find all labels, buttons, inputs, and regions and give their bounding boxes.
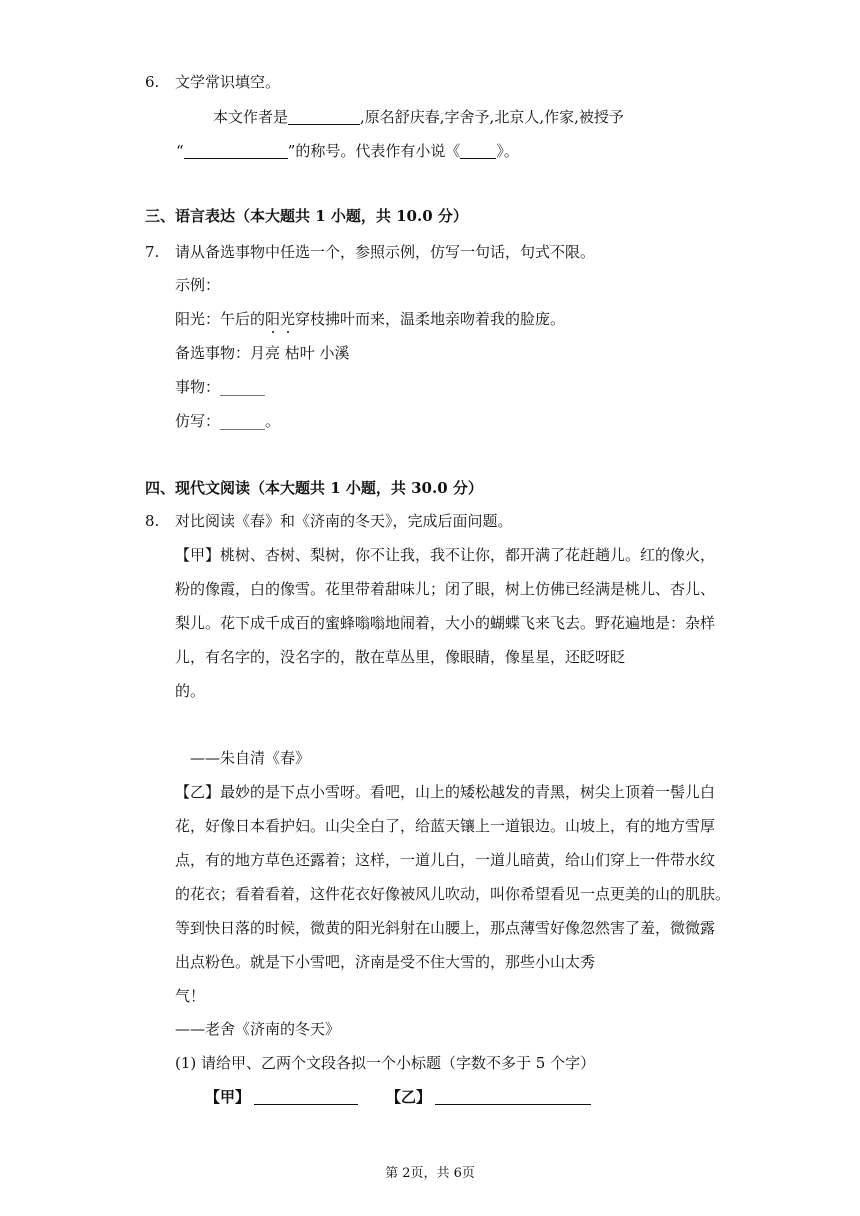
- passage-jia-source: ——朱自清《春》: [190, 749, 311, 767]
- question-number: 6.: [145, 73, 160, 91]
- page-footer: 第 2页，共 6页: [385, 1166, 475, 1181]
- question-number: 7.: [145, 243, 160, 261]
- question-number: 8.: [145, 512, 160, 530]
- passage-yi-line: 气！: [175, 987, 206, 1005]
- example-text: 阳光：午后的: [175, 310, 266, 328]
- q6-line2: [176, 141, 519, 161]
- q7-prompt-line: [145, 242, 595, 262]
- jia-answer-blank: [254, 1089, 358, 1105]
- section-heading-4: 四、现代文阅读（本大题共 1 小题，共 30.0 分）: [145, 479, 483, 497]
- q8-prompt-line: [145, 511, 513, 531]
- passage-yi-line: 的花衣；看着看着，这件花衣好像被风儿吹动，叫你希望看见一点更美的山的肌肤。: [175, 885, 731, 903]
- example-text: 穿枝拂叶而来，温柔地亲吻着我的脸庞。: [295, 310, 566, 328]
- passage-jia-line: 粉的像霞，白的像雪。花里带着甜味儿；闭了眼，树上仿佛已经满是桃儿、杏儿、: [175, 580, 716, 598]
- passage-yi-line: 等到快日落的时候，微黄的阳光斜射在山腰上，那点薄雪好像忽然害了羞，微微露: [175, 919, 716, 937]
- q6-text: 》。: [496, 142, 519, 160]
- options-line: 备选事物：月亮 枯叶 小溪: [175, 344, 350, 362]
- author-blank: [288, 109, 360, 125]
- q6-text: “: [176, 142, 184, 160]
- emphasis-char: 阳: [265, 310, 281, 328]
- passage-jia-line: 梨儿。花下成千成百的蜜蜂嗡嗡地闹着，大小的蝴蝶飞来飞去。野花遍地是：杂样: [175, 614, 716, 632]
- question-title: 文学常识填空。: [175, 73, 281, 91]
- question-prompt: 对比阅读《春》和《济南的冬天》，完成后面问题。: [175, 512, 513, 530]
- q6-line1: [213, 107, 624, 127]
- emphasis-char: 光: [280, 310, 296, 328]
- q6-text: 本文作者是: [213, 108, 289, 126]
- section-heading-3: 三、语言表达（本大题共 1 小题，共 10.0 分）: [145, 207, 468, 225]
- passage-yi-line: 花，好像日本看护妇。山尖全白了，给蓝天镶上一道银边。山坡上，有的地方雪厚: [175, 817, 716, 835]
- example-label: 示例：: [175, 276, 221, 294]
- answer-line: [205, 1087, 591, 1107]
- question-prompt: 请从备选事物中任选一个，参照示例，仿写一句话，句式不限。: [175, 243, 596, 261]
- passage-yi-line: 点，有的地方草色还露着；这样，一道儿白，一道儿暗黄，给山们穿上一件带水纹: [175, 851, 716, 869]
- jia-tag: 【甲】: [205, 1088, 251, 1106]
- passage-jia-line: 的。: [175, 682, 206, 700]
- passage-jia-line: 儿，有名字的，没名字的，散在草丛里，像眼睛，像星星，还眨呀眨: [175, 648, 626, 666]
- passage-yi-line: 【乙】最妙的是下点小雪呀。看吧，山上的矮松越发的青黑，树尖上顶着一髻儿白: [175, 783, 716, 801]
- example-sentence: [175, 309, 565, 329]
- passage-yi-source: ——老舍《济南的冬天》: [175, 1020, 341, 1038]
- sub-question-1: (1) 请给甲、乙两个文段各拟一个小标题（字数不多于 5 个字）: [175, 1054, 596, 1072]
- q6-text: ”的称号。代表作有小说《: [287, 142, 461, 160]
- novel-blank: [460, 143, 496, 159]
- q6-title-line: [145, 72, 280, 92]
- q6-text: ,原名舒庆春,字舍予,北京人,作家,被授予: [360, 108, 624, 126]
- yi-tag: 【乙】: [386, 1088, 432, 1106]
- passage-yi-line: 出点粉色。就是下小雪吧，济南是受不住大雪的，那些小山太秀: [175, 953, 596, 971]
- imitate-line: 仿写：______。: [175, 412, 281, 430]
- yi-answer-blank: [435, 1089, 591, 1105]
- passage-jia-line: 【甲】桃树、杏树、梨树，你不让我，我不让你，都开满了花赶趟儿。红的像火，: [175, 546, 716, 564]
- title-blank: [184, 143, 288, 159]
- thing-line: 事物：______: [175, 378, 266, 396]
